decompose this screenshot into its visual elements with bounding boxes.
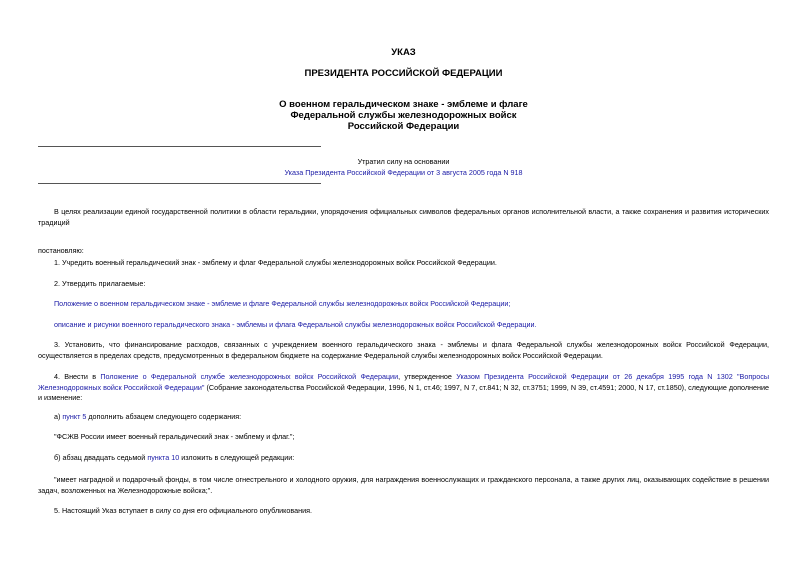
- preamble: В целях реализации единой государственной политики в области геральдики, упорядочения официальных символов федеральных органов исполнительной власти, а также сохранения и развития исторических традиций: [38, 207, 769, 227]
- annex-link-1[interactable]: Положение о военном геральдическом знаке - эмблеме и флаге Федеральной службы железнодорожных войск Российской Федерации;: [54, 299, 511, 308]
- document-title: УКАЗ: [391, 47, 416, 58]
- subject-line-2: Федеральной службы железнодорожных войск: [290, 110, 517, 121]
- sub-item-a-link[interactable]: пункт 5: [62, 412, 87, 421]
- item-1: 1. Учредить военный геральдический знак - эмблему и флаг Федеральной службы железнодорожных войск Российской Федерации.: [54, 258, 497, 267]
- document-subject: [0, 99, 807, 132]
- status-label: Утратил силу на основании: [357, 157, 450, 166]
- sub-item-b: [38, 453, 769, 464]
- sub-item-a-lead: а): [54, 412, 63, 421]
- sub-item-b-lead: б) абзац двадцать седьмой: [54, 453, 148, 462]
- bottom-divider: [38, 183, 321, 184]
- sub-item-b-tail: изложить в следующей редакции:: [179, 453, 295, 462]
- item-4-link-regulation[interactable]: Положение о Федеральной службе железнодорожных войск Российской Федерации: [100, 372, 399, 381]
- item-4-tail: (Собрание законодательства Российской Федерации, 1996, N 1, ст.46; 1997, N 7, ст.841; N 32, ст.3751; 1999, N 39, ст.4591; 2000, N 17, ст.1850), следующие дополнение и изменение:: [38, 382, 769, 402]
- sub-item-a: [38, 412, 769, 423]
- item-2: 2. Утвердить прилагаемые:: [54, 279, 146, 288]
- status-link[interactable]: Указа Президента Российской Федерации от 3 августа 2005 года N 918: [284, 168, 523, 177]
- top-divider: [38, 146, 321, 147]
- sub-item-a-tail: дополнить абзацем следующего содержания:: [86, 412, 242, 421]
- item-4: [38, 372, 769, 404]
- subject-line-3: Российской Федерации: [347, 121, 460, 132]
- sub-item-b-link[interactable]: пункта 10: [147, 453, 180, 462]
- item-4-link-decree[interactable]: Указом Президента Российской Федерации от 26 декабря 1995 года N 1302 "Вопросы Железнодорожных войск Российской Федерации": [38, 372, 769, 392]
- quote-b: "имеет наградной и подарочный фонды, в том числе огнестрельного и холодного оружия, для награждения военнослужащих и гражданского персонала, а также других лиц, оказывающих содействие в решении задач, возложенных на Железнодорожные войска;".: [38, 475, 769, 495]
- decree-word: постановляю:: [38, 246, 84, 255]
- item-3: 3. Установить, что финансирование расходов, связанных с учреждением военного геральдического знака - эмблемы и флага Федеральной службы железнодорожных войск Российской Федерации, осуществляется в пределах средств, предусмотренных в федеральном бюджете на содержание Федеральной службы железнодорожных войск Российской Федерации.: [38, 340, 769, 360]
- item-4-mid: , утвержденное: [398, 372, 457, 381]
- item-5: 5. Настоящий Указ вступает в силу со дня его официального опубликования.: [54, 506, 313, 515]
- document-issuer: ПРЕЗИДЕНТА РОССИЙСКОЙ ФЕДЕРАЦИИ: [304, 68, 503, 79]
- quote-a: "ФСЖВ России имеет военный геральдический знак - эмблему и флаг.";: [54, 432, 295, 441]
- subject-line-1: О военном геральдическом знаке - эмблеме и флаге: [279, 99, 528, 110]
- annex-link-2[interactable]: описание и рисунки военного геральдического знака - эмблемы и флага Федеральной службы железнодорожных войск Российской Федерации.: [54, 320, 537, 329]
- item-4-lead: 4. Внести в: [54, 372, 101, 381]
